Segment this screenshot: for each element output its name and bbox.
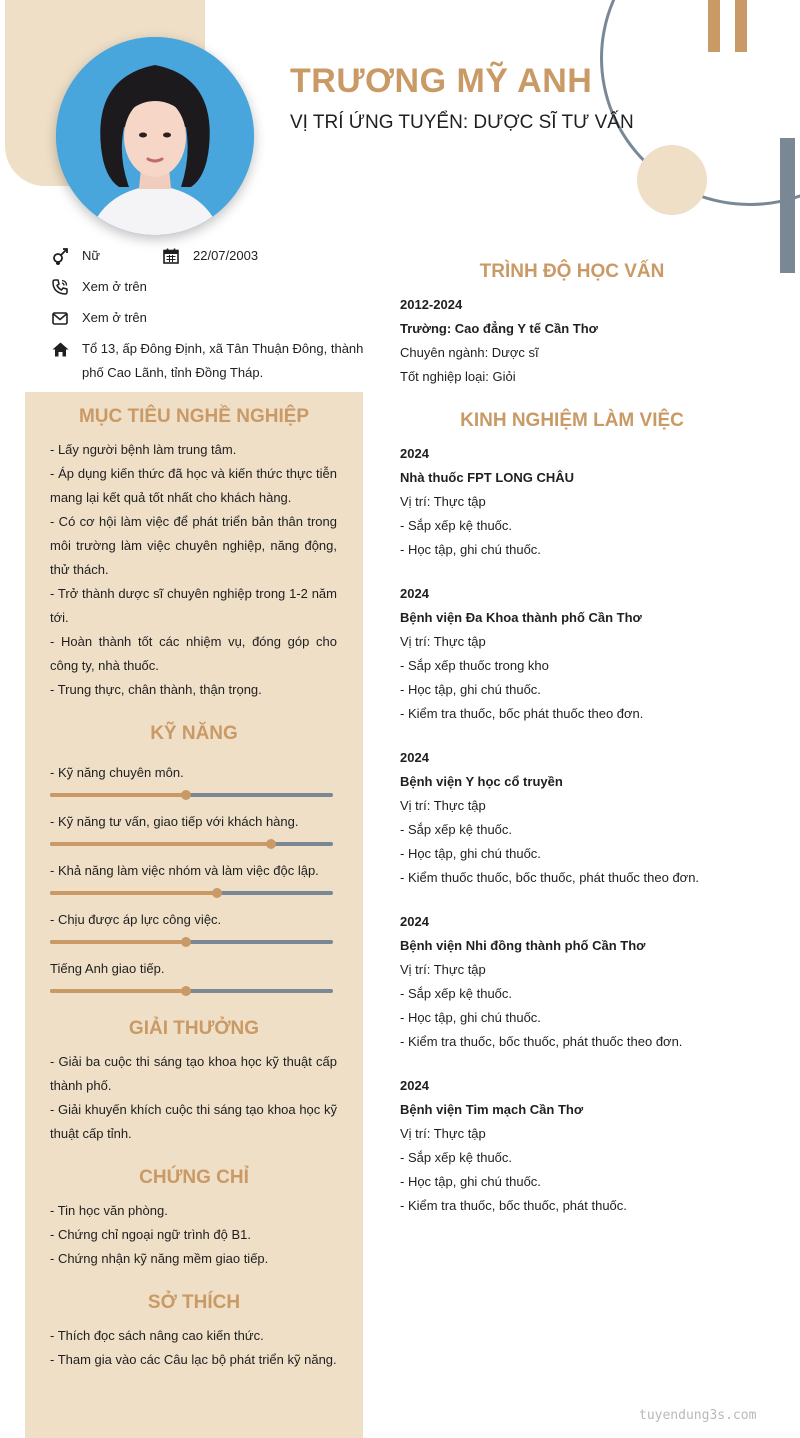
certificates-list (50, 1199, 337, 1271)
job-entry (400, 442, 780, 562)
home-icon (52, 337, 82, 361)
objective-item: - Hoàn thành tốt các nhiệm vụ, đóng góp cho công ty, nhà thuốc. (50, 634, 337, 673)
job-line: - Sắp xếp thuốc trong kho (400, 658, 549, 673)
job-line: - Kiểm tra thuốc, bốc thuốc, phát thuốc. (400, 1198, 627, 1213)
job-year: 2024 (400, 914, 429, 929)
job-line: - Học tập, ghi chú thuốc. (400, 682, 541, 697)
job-line: - Sắp xếp kệ thuốc. (400, 822, 513, 837)
address-value (82, 337, 372, 385)
certificates-title: CHỨNG CHỈ (139, 1167, 249, 1188)
address-line: Tổ 13, ấp Đông Định, xã Tân Thuận Đông, thành (82, 341, 364, 356)
job-year: 2024 (400, 1078, 429, 1093)
job-line: - Sắp xếp kệ thuốc. (400, 986, 513, 1001)
award-item: - Giải khuyến khích cuộc thi sáng tạo khoa học kỹ thuật cấp tỉnh. (50, 1102, 337, 1141)
awards-title: GIẢI THƯỞNG (128, 1018, 260, 1039)
contact-address (52, 337, 372, 385)
phone-value: Xem ở trên (82, 279, 147, 294)
certificate-item: - Chứng chỉ ngoại ngữ trình độ B1. (50, 1227, 251, 1242)
calendar-icon (163, 244, 193, 268)
portrait-photo (56, 37, 254, 235)
address-line: phố Cao Lãnh, tỉnh Đồng Tháp. (82, 365, 264, 380)
job-line: Vị trí: Thực tập (400, 962, 486, 977)
job-line: - Kiểm thuốc thuốc, bốc thuốc, phát thuốc theo đơn. (400, 870, 700, 885)
gender-value: Nữ (82, 248, 101, 263)
education-major: Chuyên ngành: Dược sĩ (400, 345, 539, 360)
birthdate-value: 22/07/2003 (193, 248, 259, 263)
skill-bar-knob (181, 986, 191, 996)
job-entry (400, 582, 780, 726)
awards-list (50, 1050, 337, 1146)
skill-label: - Kỹ năng chuyên môn. (50, 765, 184, 780)
job-line: - Kiểm tra thuốc, bốc thuốc, phát thuốc theo đơn. (400, 1034, 683, 1049)
certificate-item: - Chứng nhận kỹ năng mềm giao tiếp. (50, 1251, 269, 1266)
skill-label: - Kỹ năng tư vấn, giao tiếp với khách hàng. (50, 814, 299, 829)
job-company: Bệnh viện Nhi đồng thành phố Cần Thơ (400, 938, 646, 953)
job-entry (400, 910, 780, 1054)
objective-item: - Có cơ hội làm việc để phát triển bản thân trong môi trường làm việc chuyên nghiệp, năng động, thử thách. (50, 514, 337, 577)
job-line: - Học tập, ghi chú thuốc. (400, 542, 541, 557)
skill-bar (50, 989, 333, 993)
award-item: - Giải ba cuộc thi sáng tạo khoa học kỹ thuật cấp thành phố. (50, 1054, 337, 1093)
skill-bar-fill (50, 842, 271, 846)
job-line: - Kiểm tra thuốc, bốc phát thuốc theo đơn. (400, 706, 644, 721)
job-line: - Học tập, ghi chú thuốc. (400, 1174, 541, 1189)
decor-side-bar (780, 138, 795, 273)
skill-label: - Chịu được áp lực công việc. (50, 912, 222, 927)
job-year: 2024 (400, 446, 429, 461)
job-line: Vị trí: Thực tập (400, 798, 486, 813)
skill-bar-fill (50, 891, 217, 895)
skill-bar-fill (50, 940, 186, 944)
objective-item: - Lấy người bệnh làm trung tâm. (50, 442, 237, 457)
hobby-item: - Thích đọc sách nâng cao kiến thức. (50, 1328, 264, 1343)
job-line: - Học tập, ghi chú thuốc. (400, 846, 541, 861)
skill-bar-knob (266, 839, 276, 849)
education-title: TRÌNH ĐỘ HỌC VẤN (479, 261, 665, 282)
email-icon (52, 306, 82, 330)
hobbies-list (50, 1324, 337, 1372)
email-value: Xem ở trên (82, 310, 147, 325)
skill-label: - Khả năng làm việc nhóm và làm việc độc lập. (50, 863, 319, 878)
education-period: 2012-2024 (400, 297, 463, 312)
contact-gender (52, 244, 100, 268)
job-company: Nhà thuốc FPT LONG CHÂU (400, 470, 575, 485)
job-company: Bệnh viện Tim mạch Cần Thơ (400, 1102, 584, 1117)
decor-bar (708, 0, 720, 52)
education-grade: Tốt nghiệp loại: Giỏi (400, 369, 516, 384)
watermark: tuyendung3s.com (639, 1408, 757, 1423)
hobbies-title: SỞ THÍCH (147, 1292, 241, 1313)
job-line: - Học tập, ghi chú thuốc. (400, 1010, 541, 1025)
job-year: 2024 (400, 750, 429, 765)
job-entry (400, 1074, 780, 1218)
job-line: - Sắp xếp kệ thuốc. (400, 518, 513, 533)
job-year: 2024 (400, 586, 429, 601)
decor-dot (637, 145, 707, 215)
certificate-item: - Tin học văn phòng. (50, 1203, 168, 1218)
candidate-name: TRƯƠNG MỸ ANH (290, 62, 593, 100)
job-entry (400, 746, 780, 890)
skill-bar (50, 842, 333, 846)
hobby-item: - Tham gia vào các Câu lạc bộ phát triển kỹ năng. (50, 1352, 337, 1367)
skill-bar (50, 891, 333, 895)
job-company: Bệnh viện Y học cổ truyền (400, 774, 563, 789)
applied-position: VỊ TRÍ ỨNG TUYỂN: DƯỢC SĨ TƯ VẤN (290, 112, 634, 133)
skill-bar-fill (50, 793, 186, 797)
objective-list (50, 438, 337, 702)
skill-bar-fill (50, 989, 186, 993)
job-line: - Sắp xếp kệ thuốc. (400, 1150, 513, 1165)
objective-item: - Trung thực, chân thành, thận trọng. (50, 682, 262, 697)
skill-bar (50, 793, 333, 797)
phone-icon (52, 275, 82, 299)
objective-title: MỤC TIÊU NGHỀ NGHIỆP (78, 406, 310, 427)
avatar (56, 37, 254, 235)
decor-bar (735, 0, 747, 52)
job-line: Vị trí: Thực tập (400, 494, 486, 509)
objective-item: - Áp dụng kiến thức đã học và kiến thức thực tiễn mang lại kết quả tốt nhất cho khách hàng. (50, 466, 337, 505)
contact-email (52, 306, 147, 330)
education-school: Trường: Cao đẳng Y tế Cần Thơ (400, 321, 598, 336)
skill-bar-knob (181, 937, 191, 947)
skill-bar (50, 940, 333, 944)
gender-icon (52, 244, 82, 268)
skills-title: KỸ NĂNG (150, 723, 238, 744)
education-block (400, 293, 780, 389)
contact-birthdate (163, 244, 258, 268)
skill-bar-knob (181, 790, 191, 800)
skill-bar-knob (212, 888, 222, 898)
experience-title: KINH NGHIỆM LÀM VIỆC (460, 410, 684, 431)
job-line: Vị trí: Thực tập (400, 1126, 486, 1141)
objective-item: - Trở thành dược sĩ chuyên nghiệp trong 1-2 năm tới. (50, 586, 337, 625)
job-line: Vị trí: Thực tập (400, 634, 486, 649)
skill-label: Tiếng Anh giao tiếp. (50, 961, 165, 976)
job-company: Bệnh viện Đa Khoa thành phố Cần Thơ (400, 610, 642, 625)
contact-phone (52, 275, 147, 299)
